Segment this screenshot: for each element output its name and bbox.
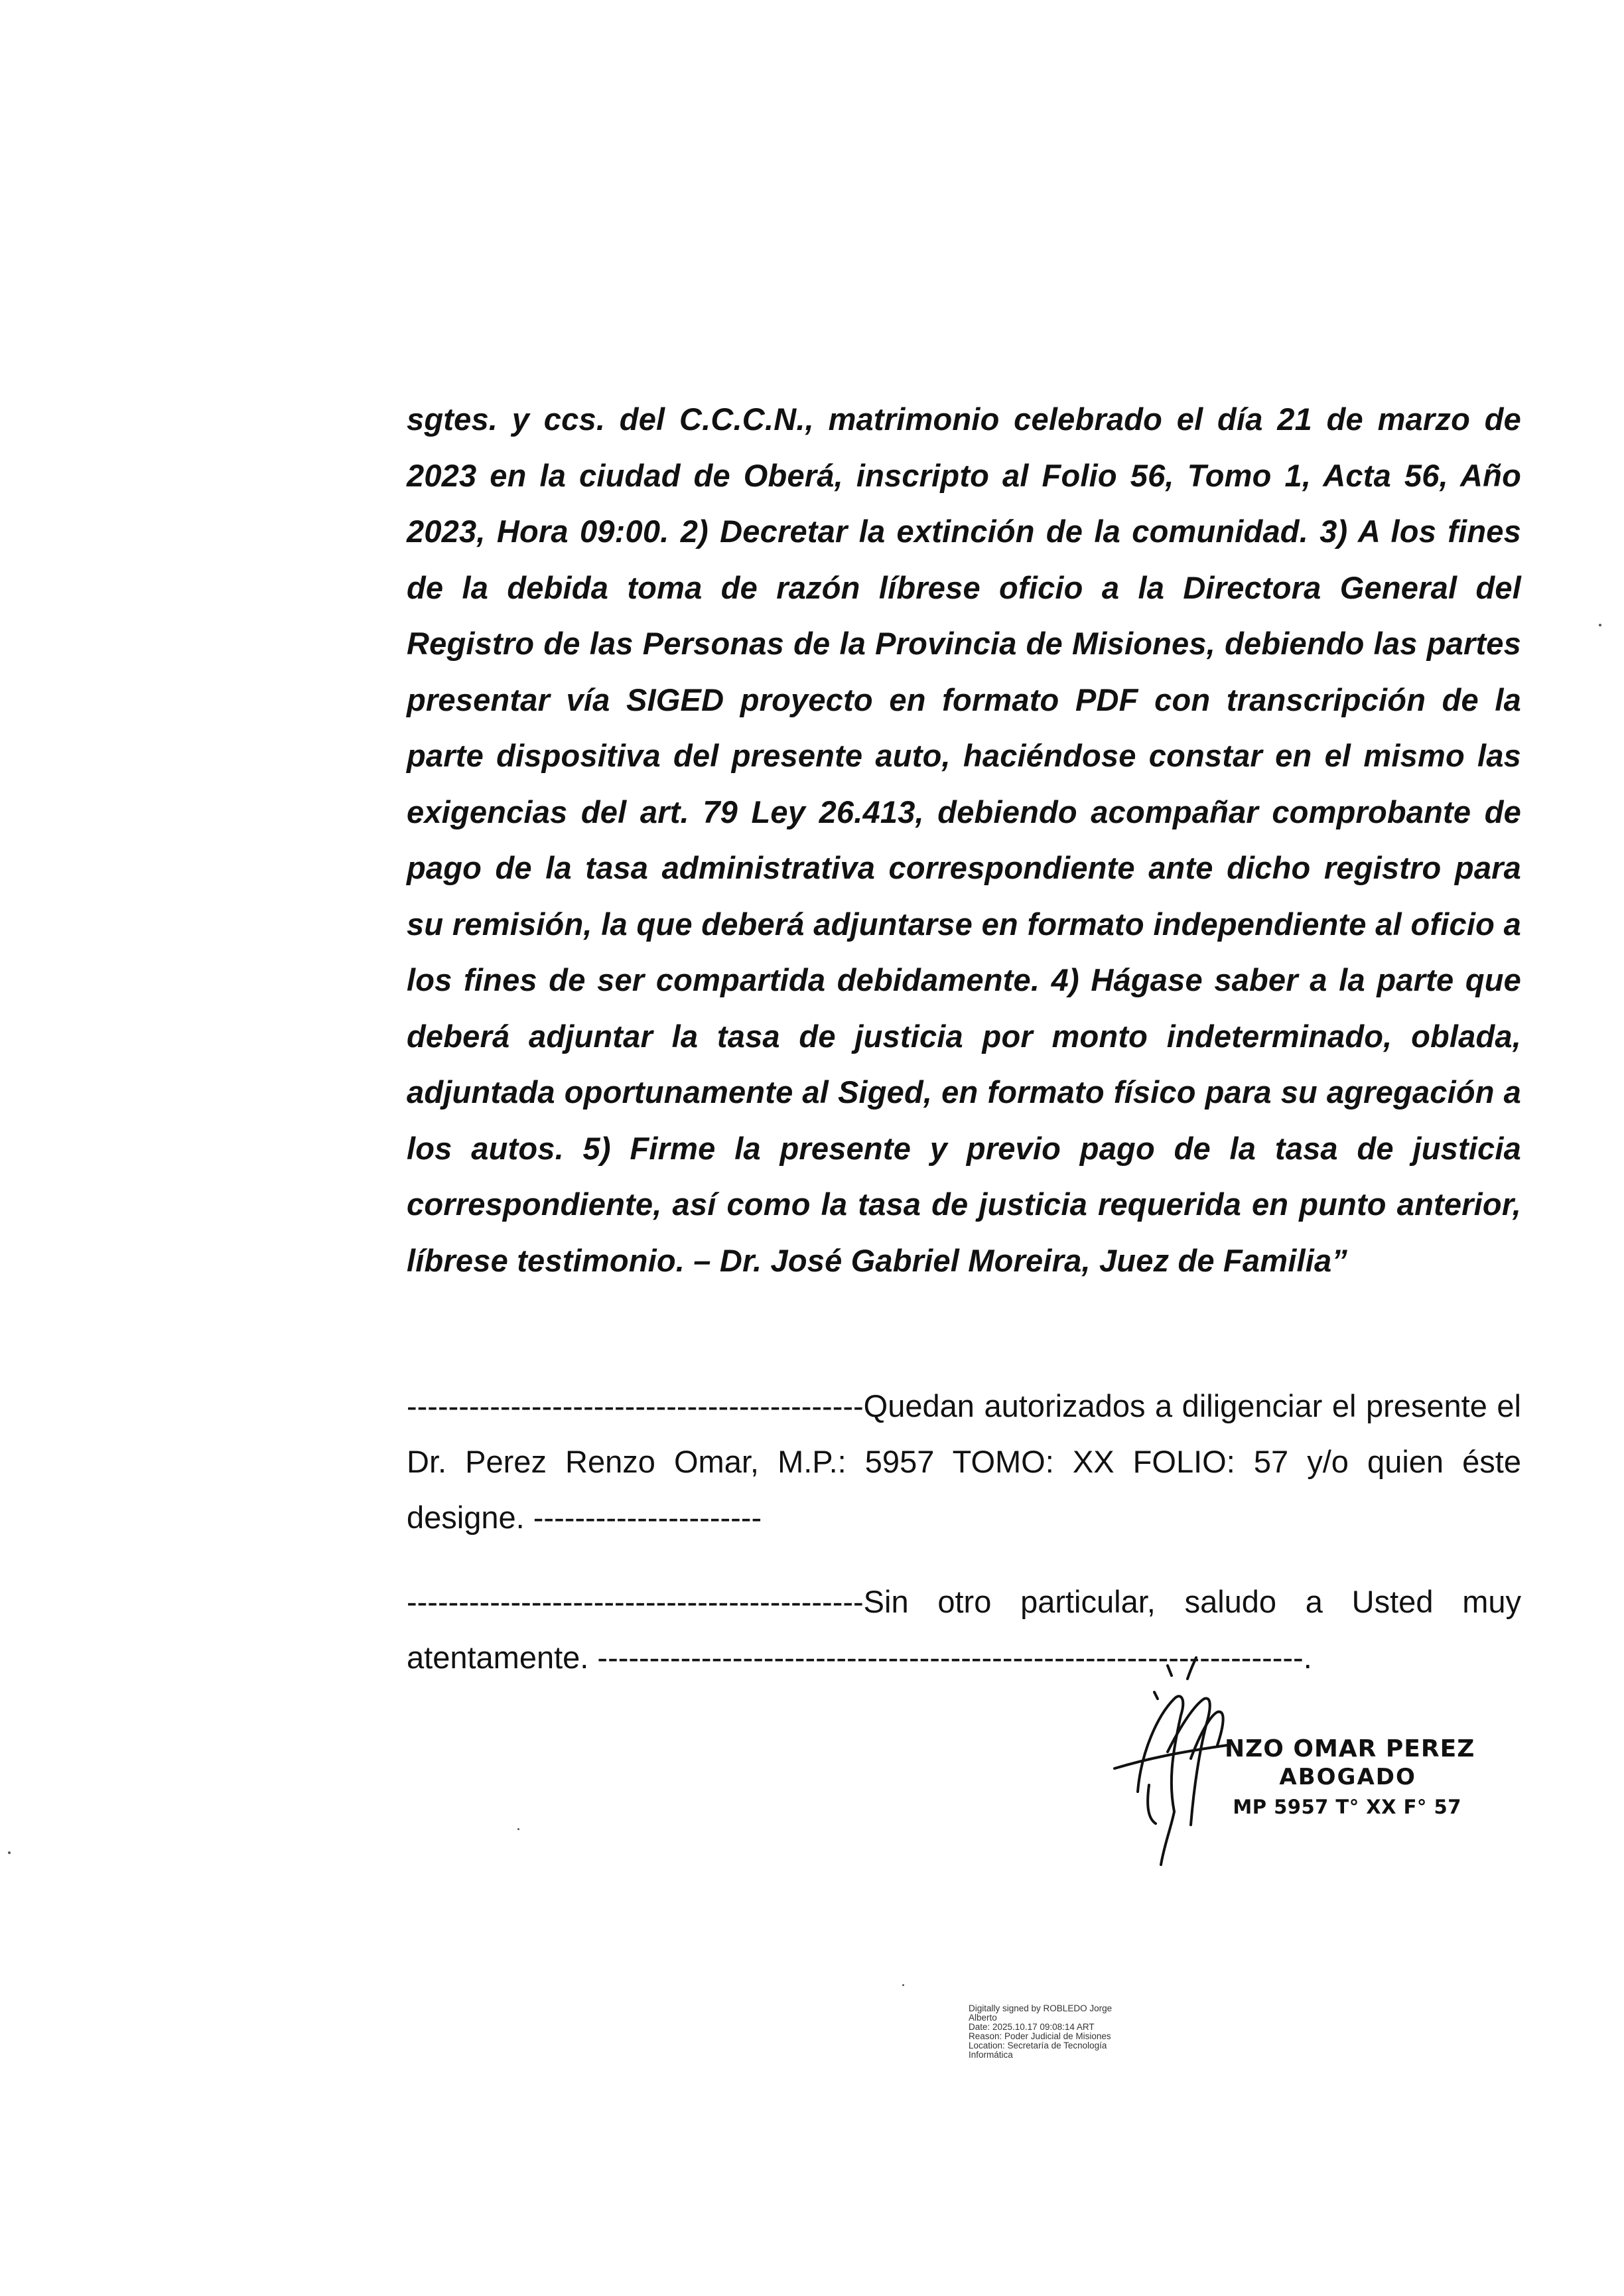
authorization-trailer-dashes: ---------------------- [524,1500,762,1535]
closing-paragraph [407,1574,1521,1686]
digital-signature-line: Alberto [969,2013,997,2023]
digital-signature-block [969,2004,1187,2060]
resolution-paragraph: sgtes. y ccs. del C.C.C.N., matrimonio celebrado el día 21 de marzo de 2023 en la ciudad de Oberá, inscripto al Folio 56, Tomo 1, Acta 56, Año 2023, Hora 09:00. 2) Decretar la extinción de la comunidad. 3) A los fines de la debida toma de razón líbrese oficio a la Directora General del Registro de las Personas de la Provincia de Misiones, debiendo las partes presentar vía SIGED proyecto en formato PDF con transcripción de la parte dispositiva del presente auto, haciéndose constar en el mismo las exigencias del art. 79 Ley 26.413, debiendo acompañar comprobante de pago de la tasa administrativa correspondiente ante dicho registro para su remisión, la que deberá adjuntarse en formato independiente al oficio a los fines de ser compartida debidamente. 4) Hágase saber a la parte que deberá adjuntar la tasa de justicia por monto indeterminado, oblada, adjuntada oportunamente al Siged, en formato físico para su agregación a los autos. 5) Firme la presente y previo pago de la tasa de justicia correspondiente, así como la tasa de justicia requerida en punto anterior, líbrese testimonio. – Dr. José Gabriel Moreira, Juez de Familia” [407,401,1521,1278]
stamp-name: NZO OMAR PEREZ [1225,1735,1475,1762]
closing-text: Sin otro particular, saludo a Usted muy atentamente. [407,1584,1521,1675]
scan-speck [517,1828,519,1830]
lawyer-stamp [1194,1735,1475,1818]
scan-speck [8,1851,11,1854]
digital-signature-line: Reason: Poder Judicial de Misiones [969,2031,1111,2041]
closing-leader-dashes: -------------------------------------------- [407,1584,864,1619]
digital-signature-line: Date: 2025.10.17 09:08:14 ART [969,2022,1095,2032]
authorization-leader-dashes: -------------------------------------------- [407,1388,864,1423]
scan-speck [902,1984,904,1986]
closing-trailer-dashes: --------------------------------------------------------------------. [588,1640,1312,1675]
stamp-registration: MP 5957 T° XX F° 57 [1233,1796,1461,1818]
scan-speck [1599,624,1601,626]
stamp-title: ABOGADO [1279,1764,1416,1790]
authorization-paragraph [407,1378,1521,1545]
digital-signature-line: Location: Secretaría de Tecnología [969,2041,1107,2050]
digital-signature-line: Digitally signed by ROBLEDO Jorge [969,2003,1113,2013]
digital-signature-line: Informática [969,2050,1013,2060]
authorization-text: Quedan autorizados a diligenciar el presente el Dr. Perez Renzo Omar, M.P.: 5957 TOMO: XX FOLIO: 57 y/o quien éste designe. [407,1388,1521,1535]
